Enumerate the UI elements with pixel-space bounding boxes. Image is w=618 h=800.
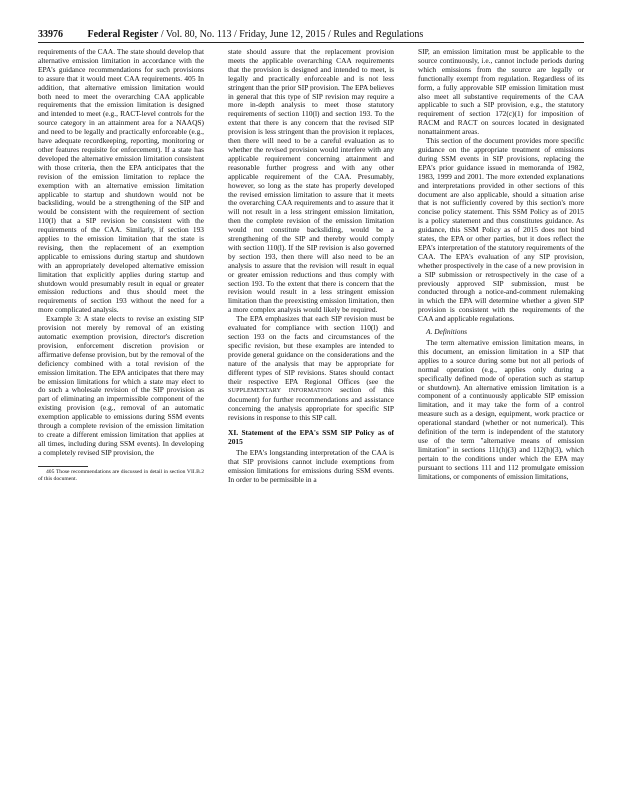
paragraph: SIP, an emission limitation must be applicable to the source continuously, i.e., cannot include periods during which emissions from the source are legally or functionally exempt from regulation. Regardless of its form, a fully approvable SIP emission limitation must also meet all substantive requirements of the CAA applicable to such a SIP provision, e.g., the statutory requirement of section 172(c)(1) for imposition of RACM and RACT on sources located in designated nonattainment areas. xyxy=(418,48,584,137)
column-2 xyxy=(228,48,394,788)
publication-name: Federal Register xyxy=(87,29,159,40)
supplementary-info-ref: SUPPLEMENTARY INFORMATION xyxy=(228,388,333,395)
paragraph: The EPA's longstanding interpretation of the CAA is that SIP provisions cannot include exemptions from emission limitations for emissions during SSM events. In order to be permissible in a xyxy=(228,447,394,484)
subsection-heading: A. Definitions xyxy=(426,327,468,337)
page-header xyxy=(38,28,584,43)
issue-details: / Vol. 80, No. 113 / Friday, June 12, 2015 / Rules and Regulations xyxy=(160,29,424,40)
paragraph: Example 3: A state elects to revise an existing SIP provision not merely by removal of an existing automatic exemption provision, director's discretion provision, enforcement discretion provision or affirmative defense provision, but by the removal of the deficiency combined with a total revision of the emission limitation. The EPA anticipates that there may be emission limitations for which a state may elect to do such a wholesale revision of the SIP provision as part of eliminating an impermissible component of the existing provision (e.g., removal of an automatic exemption applicable to emissions during SSM events through a complete revision of the emission limitation to create a different emission limitation that applies at all times, including during SSM events). In developing a completely revised SIP provision, the xyxy=(38,314,204,457)
text-columns xyxy=(38,48,584,788)
column-1 xyxy=(38,48,204,788)
column-3 xyxy=(418,48,584,788)
section-heading: XI. Statement of the EPA's SSM SIP Policy as of 2015 xyxy=(228,428,394,446)
footnote-divider xyxy=(38,466,88,467)
paragraph: This section of the document provides more specific guidance on the appropriate treatment of emissions during SSM events in SIP provisions, replacing the EPA's prior guidance issued in memoranda of 1982, 1983, 1999 and 2001. The more extended explanations and interpretations provided in other sections of this document are also applicable, should a situation arise that is not sufficiently covered by this section's more concise policy statement. This SSM Policy as of 2015 is a policy statement and thus constitutes guidance. As guidance, this SSM Policy as of 2015 does not bind states, the EPA or other parties, but it does reflect the EPA's interpretation of the statutory requirements of the CAA. The EPA's evaluation of any SIP provision, whether prospectively in the case of a new provision in a SIP submission or retrospectively in the case of a previously approved SIP submission, must be conducted through a notice-and-comment rulemaking in which the EPA will determine whether a given SIP provision is consistent with the requirements of the CAA and applicable regulations. xyxy=(418,136,584,324)
paragraph: The term alternative emission limitation means, in this document, an emission limitation in a SIP that applies to a source during some but not all periods of normal operation (e.g., applies only during a specifically defined mode of operation such as startup or shutdown). An alternative emission limitation is a component of a continuously applicable SIP emission limitation, and it may take the form of a control measure such as a design, equipment, work practice or operational standard (whether or not numerical). This definition of the term is independent of the statutory use of the term "alternative means of emission limitation" in sections 111(h)(3) and 112(h)(3), which pertain to the conditions under which the EPA may pursuant to sections 111 and 112 promulgate emission limitations, or components of emission limitations, xyxy=(418,338,584,481)
paragraph-text: The EPA emphasizes that each SIP revision must be evaluated for compliance with section 110(l) and section 193 on the facts and circumstances of the specific revision, but these examples are intended to provide general guidance on the considerations and the nature of the analysis that may be appropriate for different types of SIP revisions. States should contact their respective EPA Regional Offices (see the xyxy=(228,314,394,386)
paragraph: requirements of the CAA. The state should develop that alternative emission limitation in accordance with the EPA's guidance recommendations for such provisions to assure that it would meet CAA requirements. 405 In addition, that alternative emission limitation would both need to meet the overarching CAA applicable requirements that the emission limitation is designed and intended to meet (e.g., RACT-level controls for the source category in an attainment area for a NAAQS) and need to be legally and practically enforceable (e.g., have adequate recordkeeping, reporting, monitoring or other features requisite for enforcement). If a state has developed the alternative emission limitation consistent with those criteria, then the EPA anticipates that the revision of the emission limitation to replace the exemption with an alternative emission limitation applicable to startup and shutdown would not be backsliding, would be a strengthening of the SIP and would be consistent with the requirement of section 110(l) that a SIP revision be consistent with the requirements of the CAA. Similarly, if section 193 applies to the emission limitation that the state is revising, then the replacement of an exemption applicable to emissions during startup and shutdown with an appropriately developed alternative emission limitation that explicitly applies during startup and shutdown would presumably result in equal or greater emission reductions and thus should meet the requirements of section 193 without the need for a more complicated analysis. xyxy=(38,48,204,315)
page-number: 33976 xyxy=(38,29,63,40)
paragraph xyxy=(228,315,394,423)
paragraph-text: section of this document) for further recommendations and assistance concerning the analysis appropriate for specific SIP revisions in response to this SIP call. xyxy=(228,385,394,423)
paragraph: state should assure that the replacement provision meets the applicable overarching CAA requirements that the provision is designed and intended to meet, is legally and practically enforceable and is not less stringent than the prior SIP provision. The EPA believes in general that this type of SIP revision may require a more in-depth analysis to meet those statutory requirements of section 110(l) and section 193. To the extent that there is any concern that the revised SIP provision is less stringent than the provision it replaces, then there will need to be a careful evaluation as to whether the revised provision would interfere with any applicable requirement concerning attainment and reasonable further progress and with any other applicable requirement of the CAA. Presumably, however, so long as the state has properly developed the revised emission limitation to assure that it meets the overarching CAA requirements and to assure that it will not result in a less stringent emission limitation, then the complete revision of the emission limitation would not constitute backsliding, would be a strengthening of the SIP and thereby would comply with section 110(l). If the SIP revision is also governed by section 193, then there will also need to be an analysis to assure that the revision will result in equal or greater emission reductions and thus comply with section 193. To the extent that there is concern that the revision would result in a less stringent emission limitation than the preexisting emission limitation, then a more complex analysis would likely be required. xyxy=(228,48,394,315)
footnote: 405 Those recommendations are discussed in detail in section VII.B.2 of this document. xyxy=(38,468,204,482)
